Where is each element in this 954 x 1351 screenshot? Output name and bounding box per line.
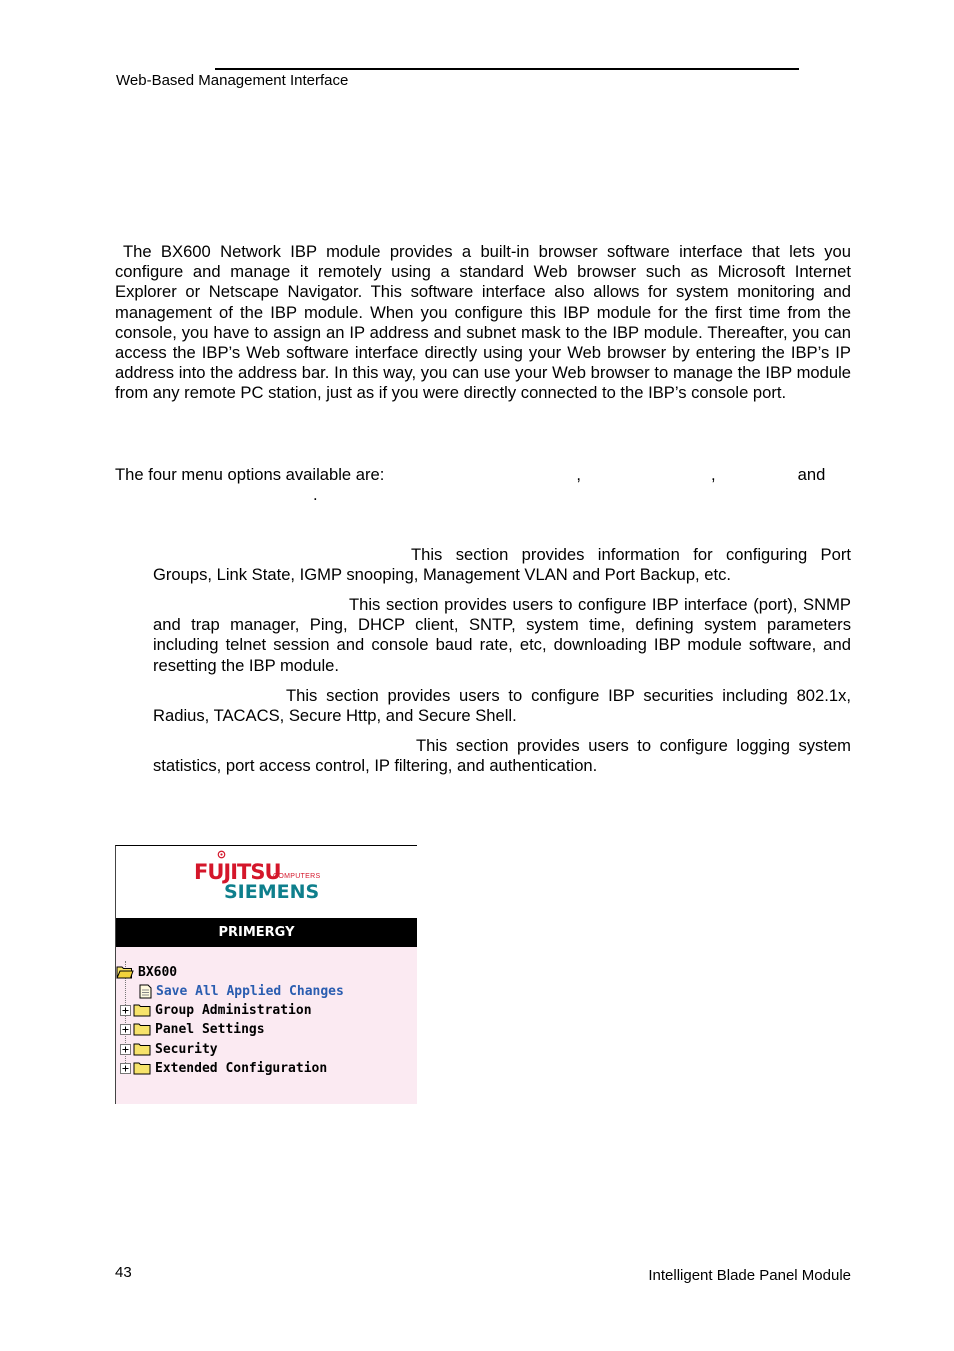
folder-icon	[133, 1022, 151, 1036]
security-label: Security	[155, 1041, 218, 1057]
menu-options-sep2: ,	[710, 465, 716, 484]
expand-plus-icon[interactable]	[120, 1024, 131, 1035]
tree-root-label: BX600	[138, 964, 178, 980]
panel-settings-label: Panel Settings	[155, 1021, 265, 1037]
security-description: This section provides users to configure IBP securities including 802.1x, Radius, TACACS, Secure Http, and Secure Shell.	[153, 686, 851, 726]
primergy-label: PRIMERGY	[218, 925, 295, 940]
logo-area	[116, 846, 417, 918]
tree-item-group-administration[interactable]	[120, 1001, 312, 1019]
menu-options-end: .	[313, 485, 318, 505]
tree-item-extended-configuration[interactable]	[120, 1059, 327, 1077]
group-admin-description: This section provides information for configuring Port Groups, Link State, IGMP snooping, Management VLAN and Port Backup, etc.	[153, 545, 851, 585]
group-administration-label: Group Administration	[155, 1002, 312, 1018]
tree-root-bx600[interactable]	[116, 963, 177, 981]
expand-plus-icon[interactable]	[120, 1044, 131, 1055]
tree-item-save-all[interactable]	[126, 982, 344, 1000]
expand-plus-icon[interactable]	[120, 1005, 131, 1016]
folder-icon	[133, 1042, 151, 1056]
document-icon	[139, 984, 152, 999]
page-number: 43	[115, 1264, 132, 1281]
tree-item-security[interactable]	[120, 1040, 218, 1058]
save-all-applied-changes-link[interactable]: Save All Applied Changes	[156, 983, 344, 999]
logo-computers: COMPUTERS	[273, 873, 321, 880]
folder-icon	[133, 1061, 151, 1075]
panel-settings-description: This section provides users to configure IBP interface (port), SNMP and trap manager, Ping, DHCP client, SNTP, system time, defining system parameters including telnet session and console baud rate, etc, downloading IBP module software, and resetting the IBP module.	[153, 595, 851, 675]
extended-config-description: This section provides users to configure logging system statistics, port access control, IP filtering, and authentication.	[153, 736, 851, 776]
extended-configuration-label: Extended Configuration	[155, 1060, 328, 1076]
navigation-tree	[116, 947, 417, 1104]
primergy-banner	[116, 918, 417, 947]
open-folder-icon	[116, 965, 134, 979]
menu-options-prefix: The four menu options available are:	[115, 465, 385, 484]
menu-options-paragraph	[115, 465, 851, 505]
header-rule	[215, 68, 799, 70]
menu-screenshot	[115, 845, 417, 1104]
menu-options-sep1: ,	[576, 465, 581, 484]
menu-options-and: and	[797, 465, 826, 484]
logo-fujitsu: FUJITSU	[194, 860, 281, 884]
folder-icon	[133, 1003, 151, 1017]
tree-item-panel-settings[interactable]	[120, 1020, 265, 1038]
logo-siemens: SIEMENS	[224, 881, 320, 903]
footer-book-title: Intelligent Blade Panel Module	[648, 1267, 851, 1284]
expand-plus-icon[interactable]	[120, 1063, 131, 1074]
fujitsu-swirl-icon	[217, 850, 226, 859]
running-header: Web-Based Management Interface	[116, 72, 349, 89]
intro-paragraph: The BX600 Network IBP module provides a built-in browser software interface that lets you configure and manage it remotely using a standard Web browser such as Microsoft Internet Explorer or Netscape Navigator. This software interface also allows for system monitoring and management of the IBP module. When you configure this IBP module for the first time from the console, you have to assign an IP address and subnet mask to the IBP module. Thereafter, you can access the IBP’s Web software interface directly using your Web browser by entering the IBP’s IP address into the address bar. In this way, you can use your Web browser to manage the IBP module from any remote PC station, just as if you were directly connected to the IBP’s console port.	[115, 242, 851, 403]
